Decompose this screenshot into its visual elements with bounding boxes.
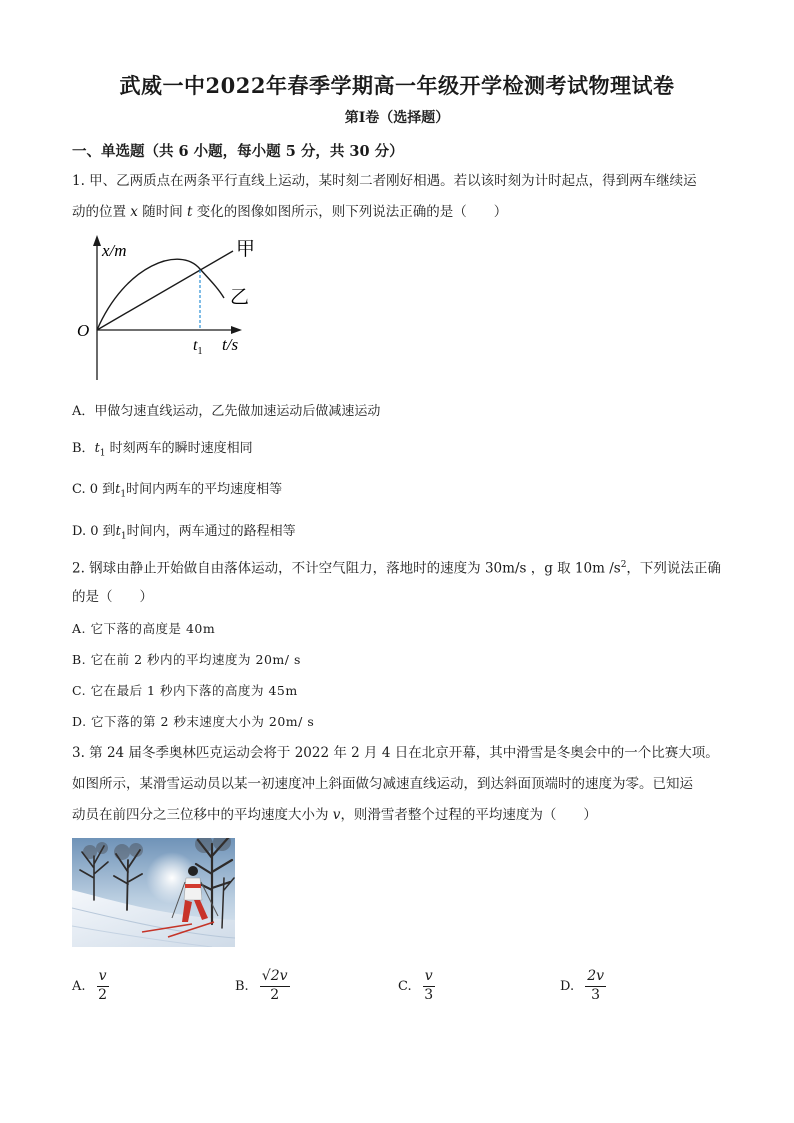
y-axis-arrow bbox=[93, 235, 101, 246]
q1-option-c[interactable] bbox=[72, 478, 282, 500]
q3-line2: 如图所示，某滑雪运动员以某一初速度冲上斜面做匀减速直线运动，到达斜面顶端时的速度为零。已知运 bbox=[72, 776, 693, 792]
origin-label: O bbox=[77, 321, 90, 340]
q1-option-a[interactable]: A．甲做匀速直线运动，乙先做加速运动后做减速运动 bbox=[72, 404, 381, 419]
q1-option-d-t: t bbox=[115, 524, 121, 539]
q1-option-b-prefix: B． bbox=[72, 441, 95, 456]
q1-var-x: x bbox=[130, 204, 138, 220]
q3-option-c-num: v bbox=[423, 968, 435, 987]
q1-option-c-text: 时间内两车的平均速度相等 bbox=[126, 482, 283, 497]
q1-option-c-prefix: C. 0 到 bbox=[72, 482, 116, 497]
label-yi: 乙 bbox=[230, 287, 250, 308]
q3-option-a-num: v bbox=[97, 968, 109, 987]
q3-option-b-num: √2v bbox=[260, 968, 290, 987]
q3-option-d-den: 3 bbox=[591, 987, 601, 1003]
y-axis-label: x/m bbox=[102, 241, 127, 260]
x-axis-arrow bbox=[231, 326, 242, 334]
exam-title: 武威一中2022年春季学期高一年级开学检测考试物理试卷 bbox=[119, 73, 675, 98]
curve-jia bbox=[97, 251, 233, 330]
t1-label: $t_1$ bbox=[193, 337, 203, 357]
q1-line2-c: 变化的图像如图所示，则下列说法正确的是（ ） bbox=[192, 204, 508, 220]
q3-option-d[interactable] bbox=[560, 968, 606, 1004]
q1-option-b-t: t bbox=[94, 441, 100, 456]
q1-var-t: t bbox=[187, 204, 193, 220]
exam-subtitle: 第Ⅰ卷（选择题） bbox=[344, 110, 450, 126]
q3-option-a-label: A. bbox=[72, 978, 86, 994]
q3-option-b-fraction bbox=[260, 968, 290, 1004]
q3-option-b-label: B. bbox=[235, 978, 249, 994]
q3-option-b[interactable] bbox=[235, 968, 290, 1004]
q3-option-d-label: D. bbox=[560, 978, 575, 994]
q2-line1-b: ，下列说法正确 bbox=[626, 560, 721, 577]
q3-line3 bbox=[72, 805, 597, 825]
q3-option-a[interactable] bbox=[72, 968, 109, 1004]
x-axis-label: t/s bbox=[222, 335, 239, 354]
q3-var-v: v bbox=[332, 807, 341, 823]
q3-option-d-num: 2v bbox=[585, 968, 606, 987]
skier-photo bbox=[72, 838, 235, 947]
q3-option-c-label: C. bbox=[398, 978, 412, 994]
q1-line2-a: 动的位置 bbox=[72, 204, 131, 220]
q1-option-d[interactable] bbox=[72, 520, 296, 542]
q1-option-d-prefix: D. 0 到 bbox=[72, 524, 116, 539]
q3-option-c-fraction bbox=[423, 968, 435, 1004]
q2-option-b[interactable]: B. 它在前 2 秒内的平均速度为 20m/ s bbox=[72, 652, 301, 667]
q1-line1: 1. 甲、乙两质点在两条平行直线上运动，某时刻二者刚好相遇。若以该时刻为计时起点，得到两车继续运 bbox=[72, 173, 697, 189]
q1-option-d-text: 时间内，两车通过的路程相等 bbox=[126, 524, 296, 539]
q1-option-b-text: 时刻两车的瞬时速度相同 bbox=[105, 441, 253, 456]
q2-line2: 的是（ ） bbox=[72, 589, 153, 605]
q2-line1-a: 2. 钢球由静止开始做自由落体运动，不计空气阻力，落地时的速度为 30m/s ，g 取 10m /s bbox=[72, 560, 621, 577]
q1-option-c-sub: 1 bbox=[120, 489, 127, 500]
q2-line1 bbox=[72, 555, 721, 579]
q2-option-c[interactable]: C. 它在最后 1 秒内下落的高度为 45m bbox=[72, 683, 298, 698]
q3-line3-a: 动员在前四分之三位移中的平均速度大小为 bbox=[72, 807, 333, 823]
q3-option-d-fraction bbox=[585, 968, 606, 1004]
q1-line2-b: 随时间 bbox=[137, 204, 188, 220]
q3-line3-b: ，则滑雪者整个过程的平均速度为（ ） bbox=[340, 807, 597, 823]
q1-option-c-t: t bbox=[115, 482, 121, 497]
q1-xt-graph bbox=[70, 230, 270, 385]
q3-option-b-den: 2 bbox=[270, 987, 280, 1003]
q1-line2 bbox=[72, 202, 507, 222]
q1-option-b[interactable] bbox=[72, 437, 253, 459]
q2-option-a[interactable]: A. 它下落的高度是 40m bbox=[72, 621, 216, 636]
q2-option-d[interactable]: D. 它下落的第 2 秒末速度大小为 20m/ s bbox=[72, 714, 315, 729]
q3-option-a-den: 2 bbox=[98, 987, 108, 1003]
q1-option-d-sub: 1 bbox=[120, 531, 127, 542]
q3-option-c[interactable] bbox=[398, 968, 435, 1004]
q1-option-b-sub: 1 bbox=[99, 448, 106, 459]
q2-line1-sup: 2 bbox=[620, 560, 627, 570]
q3-option-c-den: 3 bbox=[424, 987, 434, 1003]
label-jia: 甲 bbox=[236, 239, 256, 260]
q3-line1: 3. 第 24 届冬季奥林匹克运动会将于 2022 年 2 月 4 日在北京开幕，其中滑雪是冬奥会中的一个比赛大项。 bbox=[72, 745, 719, 761]
q3-option-a-fraction bbox=[97, 968, 109, 1004]
section-heading: 一、单选题（共 6 小题，每小题 5 分，共 30 分） bbox=[72, 143, 404, 160]
